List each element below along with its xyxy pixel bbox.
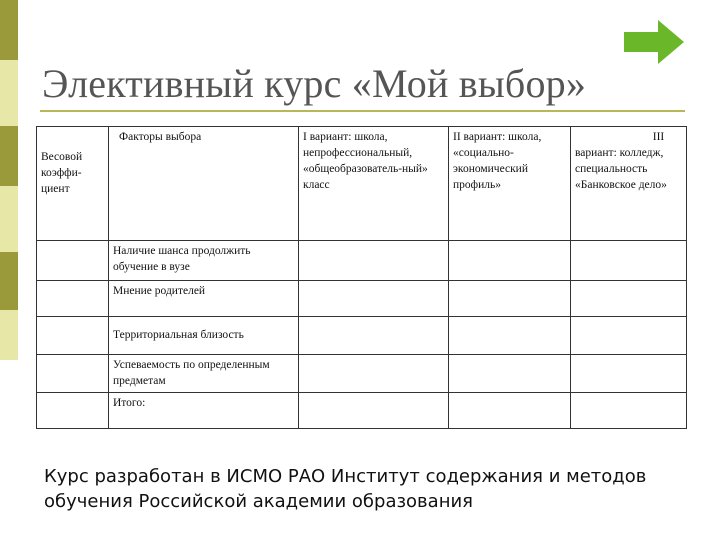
title-underline: [40, 110, 685, 112]
variant1-cell: [299, 355, 449, 393]
factor-cell: Успеваемость по определенным предметам: [109, 355, 299, 393]
variant1-cell: [299, 241, 449, 281]
variant1-header-cell: I вариант: школа, непрофессиональный, «общеобразователь-ный» класс: [299, 127, 449, 241]
variant3-number: III: [652, 131, 665, 143]
factor-cell: Мнение родителей: [109, 281, 299, 317]
factors-header-cell: Факторы выбора: [109, 127, 299, 241]
table-row: [37, 393, 687, 429]
sidebar-segment: [0, 60, 18, 126]
variant2-cell: [449, 355, 571, 393]
variant2-cell: [449, 393, 571, 429]
variant2-cell: [449, 241, 571, 281]
weight-cell: [37, 317, 109, 355]
variant2-cell: [449, 317, 571, 355]
variant3-header-cell: [571, 127, 687, 241]
next-arrow-icon: [622, 18, 686, 66]
table-row: [37, 241, 687, 281]
sidebar-segment: [0, 360, 18, 540]
sidebar-segment: [0, 126, 18, 186]
variant1-cell: [299, 393, 449, 429]
variant3-cell: [571, 317, 687, 355]
slide-title: Элективный курс «Мой выбор»: [42, 61, 587, 106]
sidebar-segment: [0, 310, 18, 360]
table-row: [37, 281, 687, 317]
sidebar-segment: [0, 186, 18, 252]
sidebar-segment: [0, 0, 18, 60]
variant3-text: вариант: колледж, специальность «Банковское дело»: [575, 147, 667, 191]
table-header-row: [37, 127, 687, 241]
variant2-header-cell: II вариант: школа, «социально-экономический профиль»: [449, 127, 571, 241]
weight-cell: [37, 393, 109, 429]
footer-note: Курс разработан в ИСМО РАО Институт содержания и методов обучения Российской академии образования: [44, 466, 647, 512]
next-slide-button[interactable]: [622, 18, 686, 66]
sidebar-decoration: [0, 0, 18, 540]
table-row: [37, 355, 687, 393]
variant3-cell: [571, 241, 687, 281]
sidebar-segment: [0, 252, 18, 310]
variant2-cell: [449, 281, 571, 317]
weight-header-cell: Весовой коэффи-циент: [37, 127, 109, 241]
factor-cell: Наличие шанса продолжить обучение в вузе: [109, 241, 299, 281]
weight-cell: [37, 355, 109, 393]
factor-cell: Территориальная близость: [109, 317, 299, 355]
table-row: [37, 317, 687, 355]
variant3-cell: [571, 355, 687, 393]
variant3-cell: [571, 393, 687, 429]
variant1-cell: [299, 281, 449, 317]
weight-cell: [37, 281, 109, 317]
factor-cell: Итого:: [109, 393, 299, 429]
weight-cell: [37, 241, 109, 281]
variant3-cell: [571, 281, 687, 317]
choice-factors-table: [36, 126, 687, 429]
variant1-cell: [299, 317, 449, 355]
